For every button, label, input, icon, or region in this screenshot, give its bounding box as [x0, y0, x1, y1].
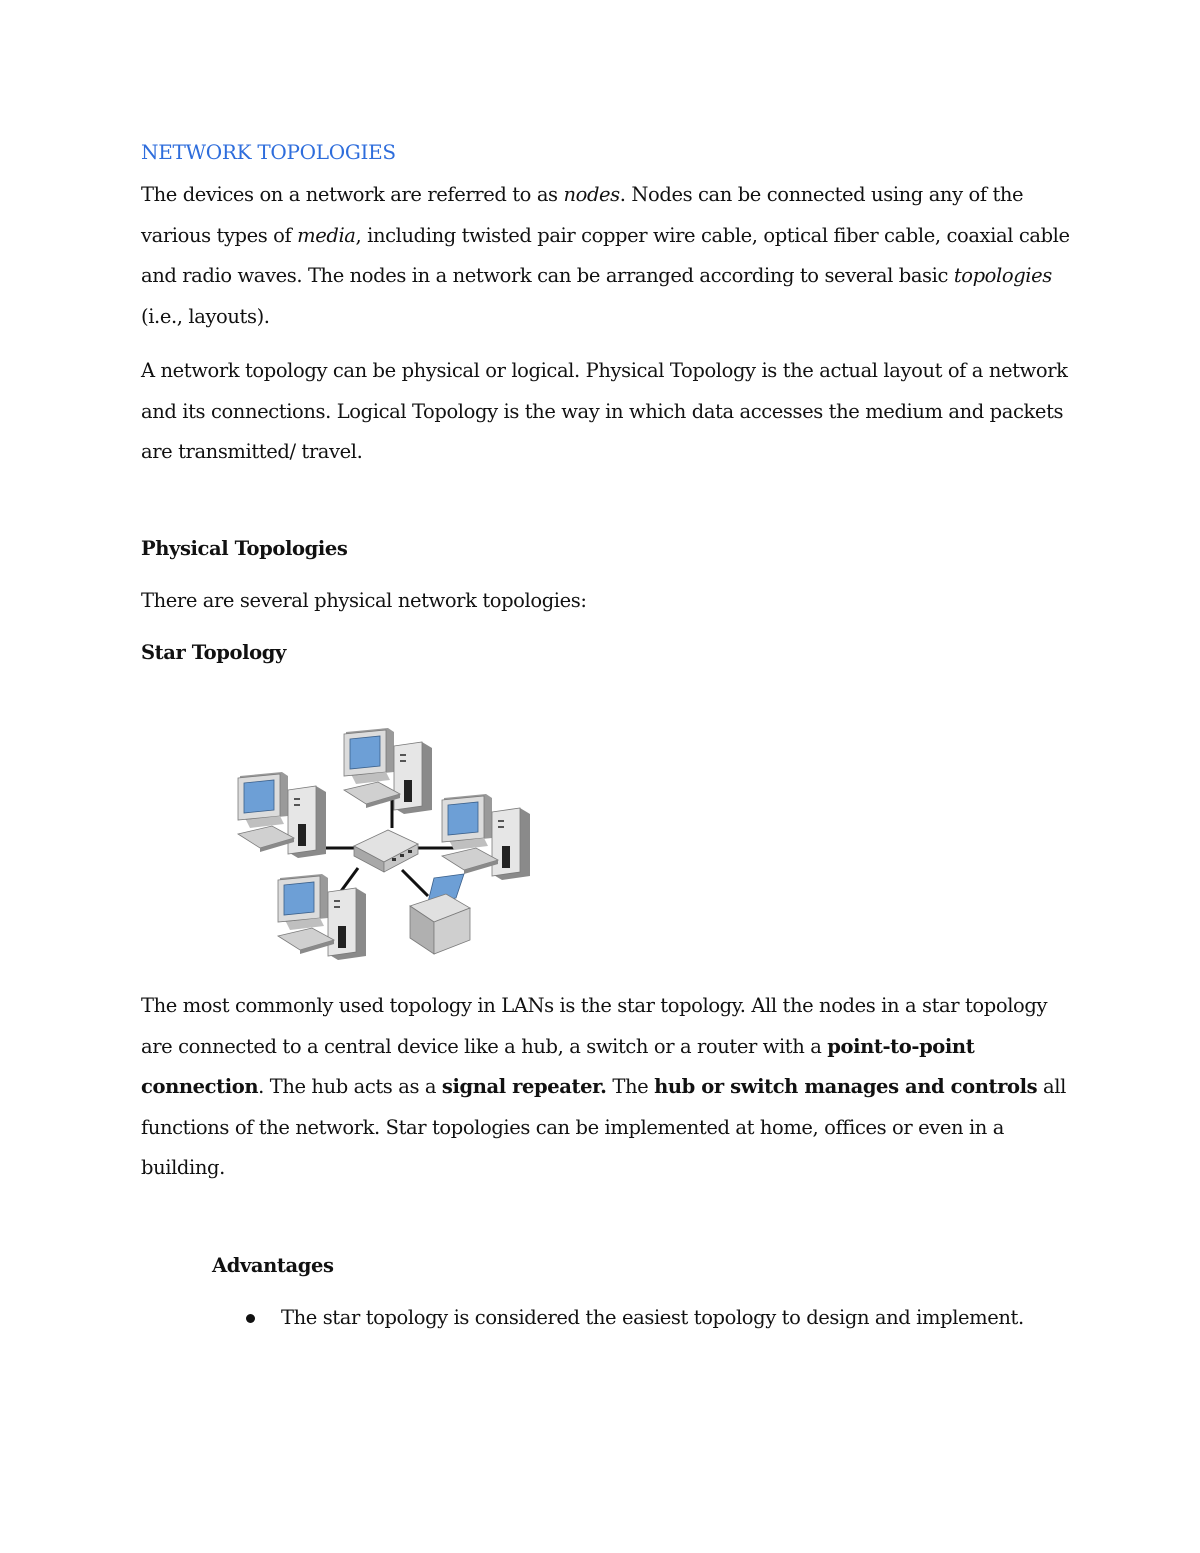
text-run: . The hub acts as a — [258, 1075, 442, 1098]
text-run: . Nodes can be connected using any of the various types of — [141, 183, 1024, 247]
text-run: , including twisted pair copper wire cable, optical fiber cable, coaxial cable and radio waves. The nodes in a network can be arranged according to several basic — [141, 223, 1070, 287]
text-run: The most commonly used topology in LANs is the star topology. All the nodes in a star topology are connected to a central device like a hub, a switch or a router with a — [141, 994, 1048, 1058]
bullet-icon — [246, 1314, 255, 1323]
italic-term: nodes — [563, 183, 620, 206]
physical-intro-text: There are several physical network topologies: — [141, 589, 587, 612]
computer-icon — [442, 794, 530, 880]
italic-term: topologies — [953, 264, 1052, 287]
text-run: all functions of the network. Star topologies can be implemented at home, offices or even in a building. — [141, 1075, 1066, 1179]
bold-term: signal repeater. — [441, 1075, 607, 1098]
computer-icon — [238, 772, 326, 858]
star-topology-heading: Star Topology — [141, 641, 286, 664]
computer-icon — [344, 728, 432, 814]
page-title: NETWORK TOPOLOGIES — [141, 140, 396, 164]
intro-paragraph — [141, 175, 1071, 337]
advantages-heading: Advantages — [212, 1254, 334, 1277]
physical-topologies-heading: Physical Topologies — [141, 537, 348, 560]
bold-term: point-to-point connection — [141, 1034, 975, 1098]
star-description-paragraph — [141, 986, 1071, 1189]
computer-icon — [278, 874, 366, 960]
text-run: The — [606, 1075, 655, 1098]
star-topology-diagram — [232, 728, 542, 960]
bold-term: hub or switch manages and controls — [654, 1075, 1038, 1098]
italic-term: media — [297, 223, 356, 247]
advantage-text: The star topology is considered the easiest topology to design and implement. — [281, 1306, 1024, 1329]
physical-logical-paragraph: A network topology can be physical or logical. Physical Topology is the actual layout of a network and its connections. Logical Topology is the way in which data accesses the medium and packets are transmitted/ travel. — [141, 359, 1068, 463]
text-run: (i.e., layouts). — [141, 304, 270, 328]
hub-icon — [354, 830, 418, 872]
text-run: The devices on a network are referred to as — [141, 183, 564, 206]
